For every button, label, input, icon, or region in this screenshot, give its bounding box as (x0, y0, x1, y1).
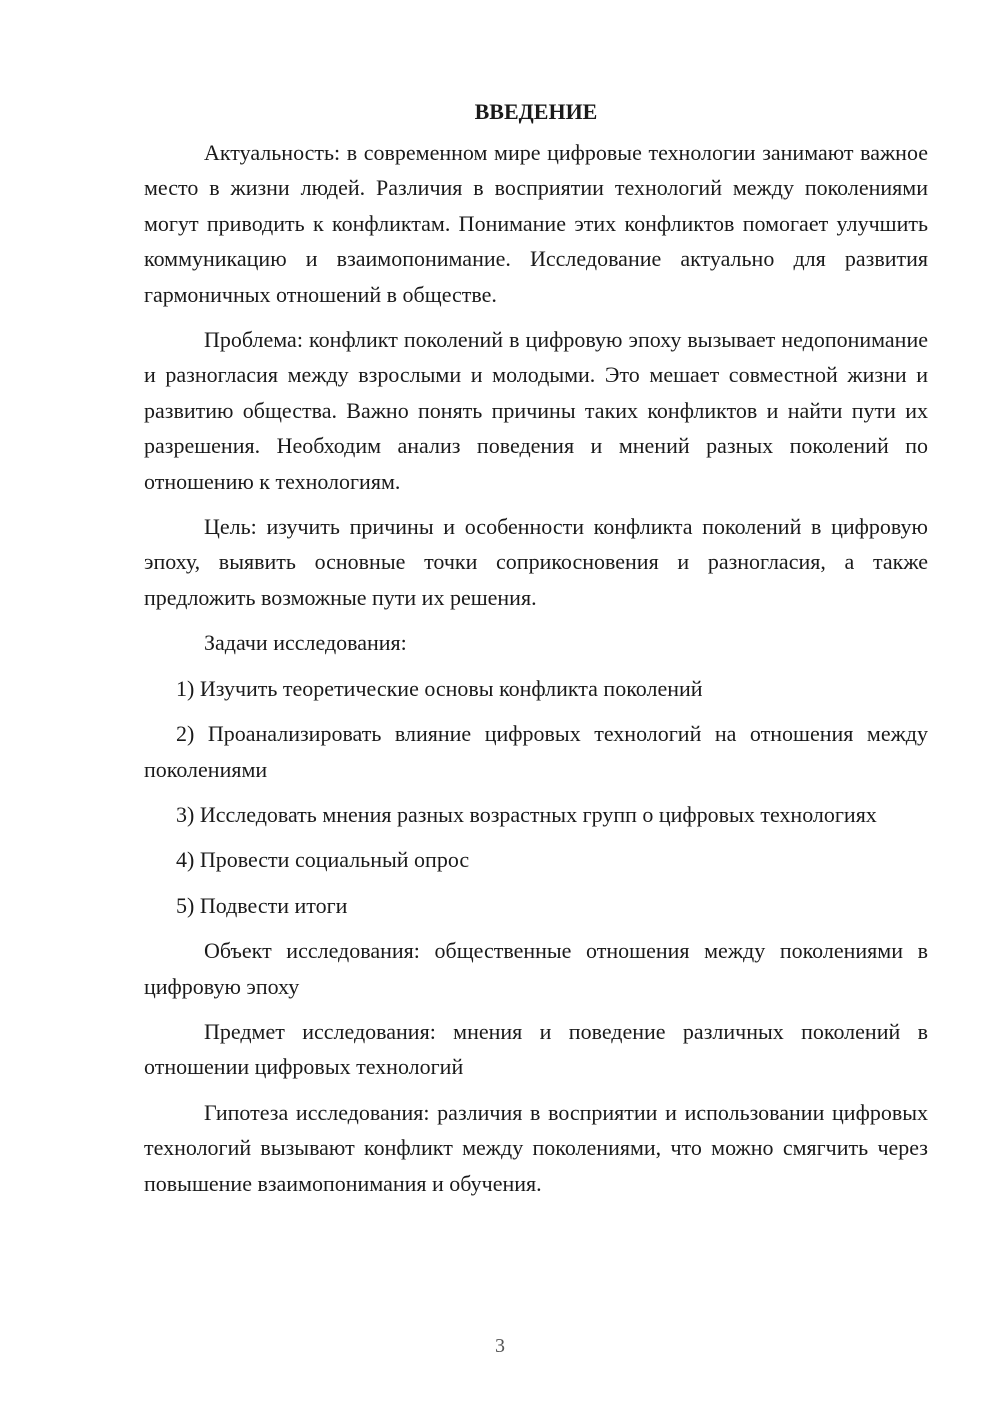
paragraph-object: Объект исследования: общественные отношения между поколениями в цифровую эпоху (144, 938, 928, 999)
task-item-3: 3) Исследовать мнения разных возрастных групп о цифровых технологиях (176, 801, 877, 827)
paragraph-relevance: Актуальность: в современном мире цифровые технологии занимают важное место в жизни людей. Различия в восприятии технологий между поколениями могут приводить к конфликтам. Понимание этих конфликтов помогает улучшить коммуникацию и взаимопонимание. Исследование актуально для развития гармоничных отношений в обществе. (144, 140, 928, 307)
task-item-4: 4) Провести социальный опрос (176, 847, 470, 873)
paragraph-goal: Цель: изучить причины и особенности конфликта поколений в цифровую эпоху, выявить основные точки соприкосновения и разногласия, а также предложить возможные пути их решения. (144, 514, 928, 610)
task-item-5: 5) Подвести итоги (176, 892, 348, 918)
section-title: ВВЕДЕНИЕ (474, 99, 598, 124)
task-item-1: 1) Изучить теоретические основы конфликта поколений (176, 675, 703, 701)
page-number: 3 (495, 1335, 505, 1357)
paragraph-subject: Предмет исследования: мнения и поведение различных поколений в отношении цифровых технологий (144, 1018, 928, 1080)
task-item-2: 2) Проанализировать влияние цифровых технологий на отношения между поколениями (144, 721, 928, 782)
tasks-heading: Задачи исследования: (204, 630, 407, 656)
paragraph-problem: Проблема: конфликт поколений в цифровую эпоху вызывает недопонимание и разногласия между взрослыми и молодыми. Это мешает совместной жизни и развитию общества. Важно понять причины таких конфликтов и найти пути их разрешения. Необходим анализ поведения и мнений разных поколений по отношению к технологиям. (144, 327, 928, 494)
page-body (144, 94, 928, 1201)
paragraph-hypothesis: Гипотеза исследования: различия в восприятии и использовании цифровых технологий вызывают конфликт между поколениями, что можно смягчить через повышение взаимопонимания и обучения. (144, 1099, 928, 1196)
